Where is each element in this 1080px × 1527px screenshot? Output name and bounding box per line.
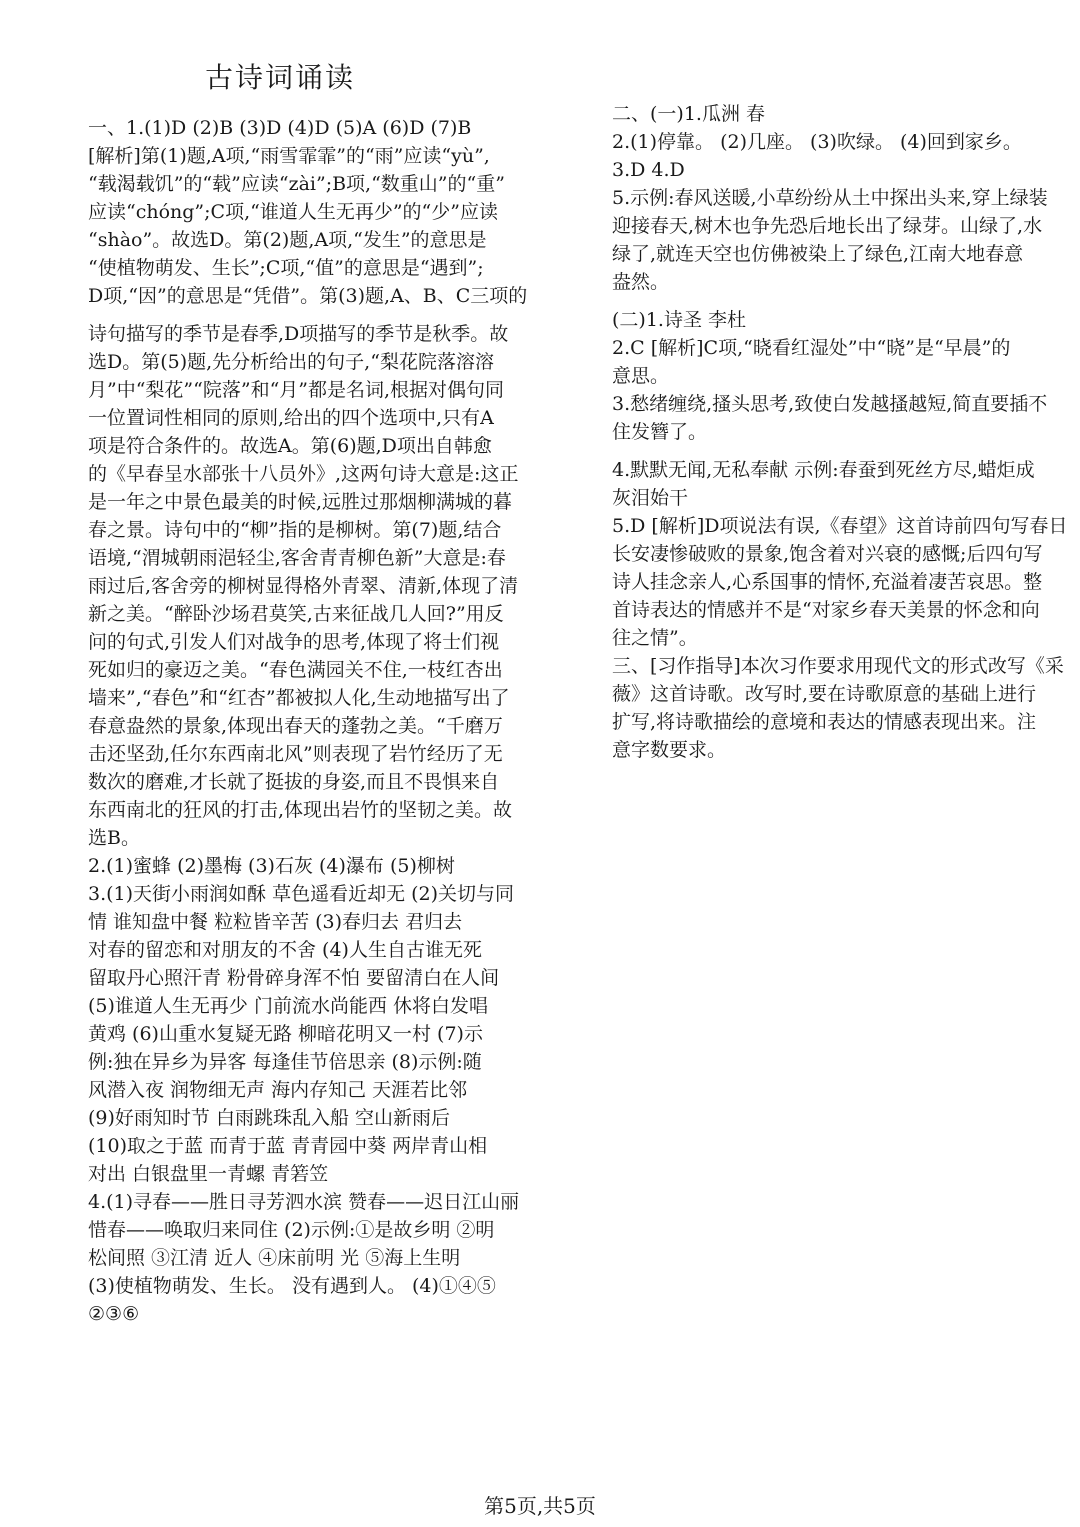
text-line: 2.(1)停靠。 (2)几座。 (3)吹绿。 (4)回到家乡。 [612, 131, 1022, 153]
text-line: 死如归的豪迈之美。“春色满园关不住,一枝红杏出 [88, 659, 503, 681]
text-line: 墙来”,“春色”和“红杏”都被拟人化,生动地描写出了 [88, 687, 510, 709]
text-line: 情 谁知盘中餐 粒粒皆辛苦 (3)春归去 君归去 [88, 911, 463, 933]
text-line: 诗人挂念亲人,心系国事的情怀,充溢着凄苦哀思。整 [612, 571, 1043, 593]
text-line: 风潜入夜 润物细无声 海内存知己 天涯若比邻 [88, 1079, 468, 1101]
text-line: 5.D [解析]D项说法有误,《春望》这首诗前四句写春日 [612, 515, 1068, 537]
text-line: 三、[习作指导]本次习作要求用现代文的形式改写《采 [612, 655, 1064, 677]
text-line: 一、1.(1)D (2)B (3)D (4)D (5)A (6)D (7)B [88, 117, 472, 139]
text-line: 首诗表达的情感并不是“对家乡春天美景的怀念和向 [612, 599, 1040, 621]
text-line: 扩写,将诗歌描绘的意境和表达的情感表现出来。注 [612, 711, 1037, 733]
text-line: 薇》这首诗歌。改写时,要在诗歌原意的基础上进行 [612, 683, 1037, 705]
text-line: (二)1.诗圣 李杜 [612, 309, 746, 331]
text-line: 的《早春呈水部张十八员外》,这两句诗大意是:这正 [88, 463, 519, 485]
text-line: (5)谁道人生无再少 门前流水尚能西 休将白发唱 [88, 995, 488, 1017]
text-line: 诗句描写的季节是春季,D项描写的季节是秋季。故 [88, 323, 509, 345]
text-line: D项,“因”的意思是“凭借”。第(3)题,A、B、C三项的 [88, 285, 528, 307]
text-line: 惜春——唤取归来同住 (2)示例:①是故乡明 ②明 [88, 1219, 495, 1241]
text-line: 雨过后,客舍旁的柳树显得格外青翠、清新,体现了清 [88, 575, 519, 597]
text-line: 长安凄惨破败的景象,饱含着对兴衰的感慨;后四句写 [612, 543, 1043, 565]
text-line: 是一年之中景色最美的时候,远胜过那烟柳满城的暮 [88, 491, 513, 513]
text-line: 月”中“梨花”“院落”和“月”都是名词,根据对偶句同 [88, 379, 505, 401]
text-line: 新之美。“醉卧沙场君莫笑,古来征战几人回?”用反 [88, 603, 504, 625]
text-line: “载渴载饥”的“载”应读“zài”;B项,“数重山”的“重” [88, 173, 505, 195]
text-line: 3.(1)天街小雨润如酥 草色遥看近却无 (2)关切与同 [88, 883, 515, 905]
text-line: 意字数要求。 [612, 739, 727, 761]
text-line: 4.(1)寻春——胜日寻芳泗水滨 赞春——迟日江山丽 [88, 1191, 520, 1213]
text-line: 对春的留恋和对朋友的不舍 (4)人生自古谁无死 [88, 939, 482, 961]
text-line: 2.(1)蜜蜂 (2)墨梅 (3)石灰 (4)瀑布 (5)柳树 [88, 855, 455, 877]
text-line: 春之景。诗句中的“柳”指的是柳树。第(7)题,结合 [88, 519, 502, 541]
text-line: 春意盎然的景象,体现出春天的蓬勃之美。“千磨万 [88, 715, 503, 737]
text-line: 绿了,就连天空也仿佛被染上了绿色,江南大地春意 [612, 243, 1024, 265]
text-line: 留取丹心照汗青 粉骨碎身浑不怕 要留清白在人间 [88, 967, 500, 989]
text-line: 住发簪了。 [612, 421, 708, 443]
text-line: 选D。第(5)题,先分析给出的句子,“梨花院落溶溶 [88, 351, 494, 373]
text-line: 一位置词性相同的原则,给出的四个选项中,只有A [88, 407, 494, 429]
text-line: 问的句式,引发人们对战争的思考,体现了将士们视 [88, 631, 500, 653]
text-line: (10)取之于蓝 而青于蓝 青青园中葵 两岸青山相 [88, 1135, 488, 1157]
text-line: 项是符合条件的。故选A。第(6)题,D项出自韩愈 [88, 435, 492, 457]
text-line: 二、(一)1.瓜洲 春 [612, 103, 765, 125]
text-line: 4.默默无闻,无私奉献 示例:春蚕到死丝方尽,蜡炬成 [612, 459, 1035, 481]
text-line: 选B。 [88, 827, 140, 849]
text-line: [解析]第(1)题,A项,“雨雪霏霏”的“雨”应读“yù”, [88, 145, 490, 167]
text-line: 意思。 [612, 365, 670, 387]
text-line: 击还坚劲,任尔东西南北风”则表现了岩竹经历了无 [88, 743, 503, 765]
text-line: 灰泪始干 [612, 487, 689, 509]
text-line: “shào”。故选D。第(2)题,A项,“发生”的意思是 [88, 229, 487, 251]
text-line: 往之情”。 [612, 627, 698, 649]
text-line: 例:独在异乡为异客 每逢佳节倍思亲 (8)示例:随 [88, 1051, 482, 1073]
text-line: “使植物萌发、生长”;C项,“值”的意思是“遇到”; [88, 257, 484, 279]
text-line: 2.C [解析]C项,“晓看红湿处”中“晓”是“早晨”的 [612, 337, 1011, 359]
text-line: 迎接春天,树木也争先恐后地长出了绿芽。山绿了,水 [612, 215, 1043, 237]
text-line: 数次的磨难,才长就了挺拔的身姿,而且不畏惧来自 [88, 771, 500, 793]
left-column [88, 114, 558, 1328]
text-line: 语境,“渭城朝雨浥轻尘,客舍青青柳色新”大意是:春 [88, 547, 506, 569]
page-footer: 第5页,共5页 [484, 1494, 596, 1518]
text-line: 黄鸡 (6)山重水复疑无路 柳暗花明又一村 (7)示 [88, 1023, 483, 1045]
text-line: 3.D 4.D [612, 159, 685, 181]
right-column [612, 100, 1072, 764]
page-title: 古诗词诵读 [205, 61, 356, 94]
text-line: 盎然。 [612, 271, 670, 293]
text-line: (9)好雨知时节 白雨跳珠乱入船 空山新雨后 [88, 1107, 450, 1129]
text-line: ②③⑥ [88, 1303, 140, 1325]
text-line: 松间照 ③江清 近人 ④床前明 光 ⑤海上生明 [88, 1247, 461, 1269]
text-line: (3)使植物萌发、生长。 没有遇到人。 (4)①④⑤ [88, 1275, 496, 1297]
text-line: 应读“chóng”;C项,“谁道人生无再少”的“少”应读 [88, 201, 498, 223]
text-line: 东西南北的狂风的打击,体现出岩竹的坚韧之美。故 [88, 799, 513, 821]
text-line: 3.愁绪缠绕,搔头思考,致使白发越搔越短,简直要插不 [612, 393, 1048, 415]
text-line: 对出 白银盘里一青螺 青箬笠 [88, 1163, 329, 1185]
text-line: 5.示例:春风送暖,小草纷纷从土中探出头来,穿上绿装 [612, 187, 1048, 209]
